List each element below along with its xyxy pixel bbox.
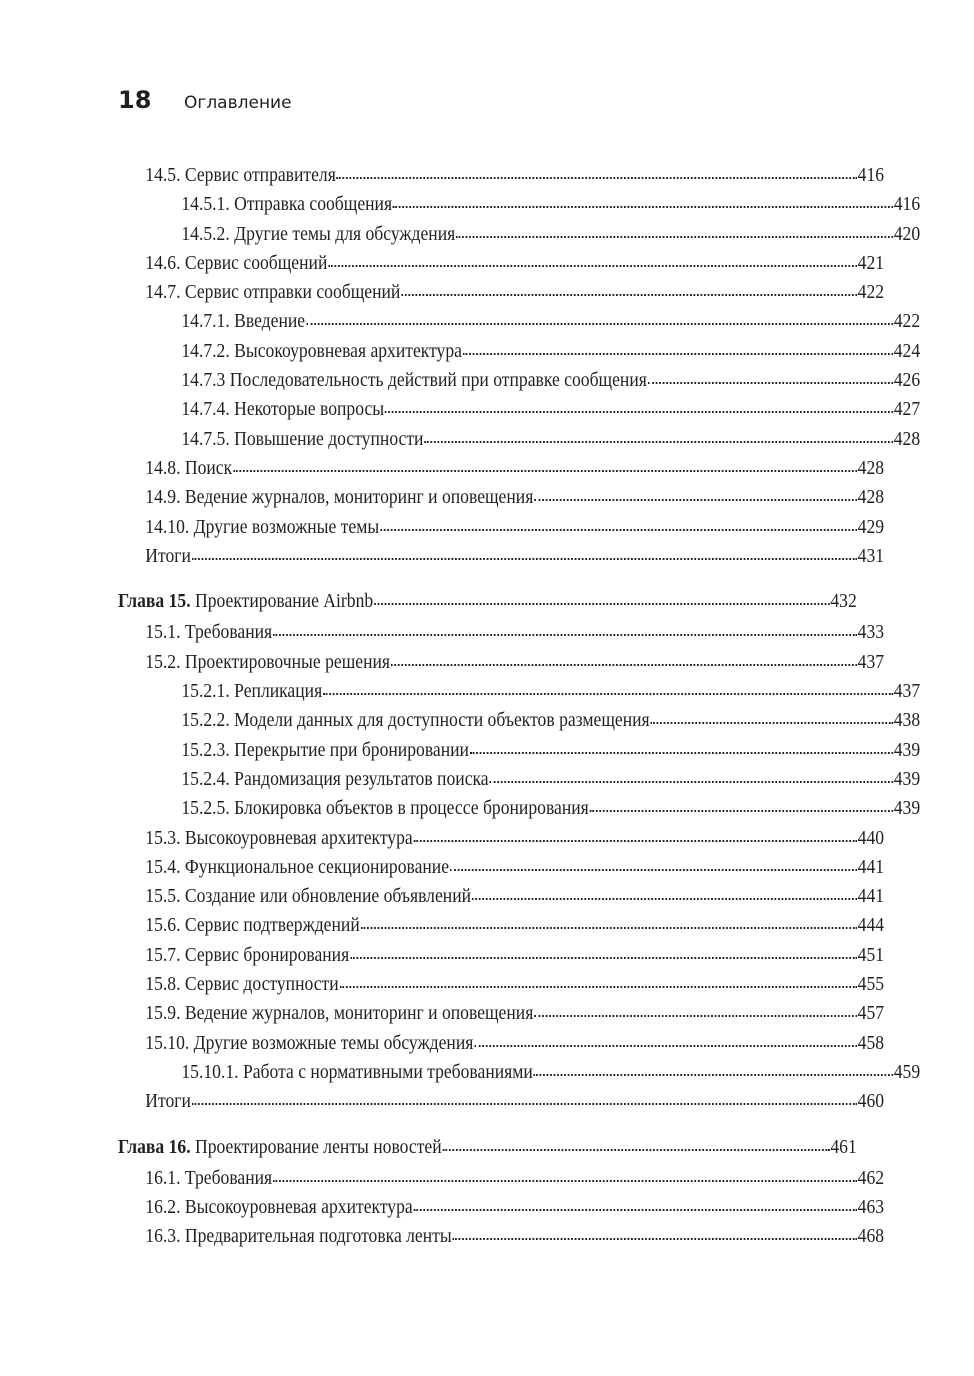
toc-entry-page: 428 — [857, 486, 885, 509]
toc-entry[interactable] — [118, 220, 920, 249]
toc-entry-page: 429 — [857, 515, 885, 538]
toc-entry-page: 424 — [893, 339, 921, 362]
toc-entry-page: 427 — [893, 398, 921, 421]
toc-entry-page: 420 — [893, 222, 921, 245]
dot-leader — [534, 999, 857, 1019]
toc-entry[interactable] — [118, 454, 884, 483]
toc-entry-title: 14.10. Другие возможные темы — [145, 515, 380, 538]
toc-entry-title: 15.3. Высокоуровневая архитектура — [145, 826, 413, 849]
toc-entry[interactable] — [118, 1164, 884, 1193]
toc-entry-page: 441 — [857, 855, 885, 878]
running-head — [118, 86, 292, 114]
toc-entry[interactable] — [118, 765, 920, 794]
toc-entry[interactable] — [118, 882, 884, 911]
toc-entry-title: 15.2.1. Репликация — [181, 680, 323, 703]
toc-entry-title: 15.4. Функциональное секционирование — [145, 855, 450, 878]
toc-entry-title: 14.5.2. Другие темы для обсуждения — [181, 222, 456, 245]
toc-entry[interactable] — [118, 1029, 884, 1058]
toc-entry-title: 15.10. Другие возможные темы обсуждения — [145, 1031, 474, 1054]
toc-entry-title: Итоги — [145, 1090, 191, 1113]
toc-entry[interactable] — [118, 706, 920, 735]
toc-entry[interactable] — [118, 941, 884, 970]
dot-leader — [323, 677, 893, 697]
toc-entry-page: 428 — [893, 427, 921, 450]
toc-entry-title: 14.7.2. Высокоуровневая архитектура — [181, 339, 462, 362]
toc-entry-page: 433 — [857, 621, 885, 644]
toc-entry-title: 14.7.1. Введение — [181, 310, 306, 333]
dot-leader — [192, 1087, 857, 1107]
dot-leader — [456, 220, 893, 240]
toc-entry-page: 441 — [857, 885, 885, 908]
toc-entry-page: 455 — [857, 973, 885, 996]
dot-leader — [380, 513, 857, 533]
dot-leader — [424, 425, 892, 445]
toc-entry-page: 416 — [857, 164, 885, 186]
dot-leader — [534, 1058, 893, 1078]
toc-entry-title: 14.5.1. Отправка сообщения — [181, 193, 393, 216]
dot-leader — [273, 618, 857, 638]
dot-leader — [450, 853, 857, 873]
toc-entry-page: 439 — [893, 767, 921, 790]
toc-entry-page: 457 — [857, 1002, 885, 1025]
dot-leader — [414, 824, 857, 844]
dot-leader — [192, 542, 857, 562]
toc-entry-page: 439 — [893, 738, 921, 761]
dot-leader — [391, 648, 857, 668]
toc-entry-page: 460 — [857, 1090, 885, 1113]
toc-chapter-entry[interactable] — [118, 587, 857, 616]
dot-leader — [393, 190, 893, 210]
toc-entry-title: 15.10.1. Работа с нормативными требованиями — [181, 1060, 533, 1083]
toc-entry[interactable] — [118, 794, 920, 823]
toc-entry[interactable] — [118, 824, 884, 853]
toc-entry-page: 459 — [893, 1060, 921, 1083]
toc-entry-title: 16.3. Предварительная подготовка ленты — [145, 1225, 452, 1248]
toc-entry-title: 14.7.3 Последовательность действий при отправке сообщения — [181, 369, 647, 392]
dot-leader — [337, 161, 857, 181]
toc-entry-page: 426 — [893, 369, 921, 392]
dot-leader — [472, 882, 857, 902]
dot-leader — [328, 249, 856, 269]
toc-entry-title: Итоги — [145, 544, 191, 567]
toc-entry-title: 15.6. Сервис подтверждений — [145, 914, 360, 937]
dot-leader — [443, 1133, 830, 1153]
toc-entry-title: 16.2. Высокоуровневая архитектура — [145, 1196, 413, 1219]
toc-entry[interactable] — [118, 542, 884, 571]
toc-entry-title: 14.7.5. Повышение доступности — [181, 427, 424, 450]
toc-entry-title: 15.2. Проектировочные решения — [145, 650, 391, 673]
toc-entry-title: 15.2.4. Рандомизация результатов поиска — [181, 767, 489, 790]
toc-entry-title: 14.8. Поиск — [145, 456, 233, 479]
dot-leader — [361, 911, 857, 931]
toc-entry-page: 461 — [830, 1135, 857, 1158]
toc-entry-page: 431 — [857, 544, 885, 567]
dot-leader — [350, 941, 857, 961]
toc-entry-title: 16.1. Требования — [145, 1166, 273, 1189]
toc-entry[interactable] — [118, 395, 920, 424]
toc-entry-page: 458 — [857, 1031, 885, 1054]
chapter-label: Глава 16. — [118, 1135, 191, 1158]
toc-entry-page: 451 — [857, 943, 885, 966]
toc-entry-page: 437 — [857, 650, 885, 673]
toc-entry-title: 15.2.3. Перекрытие при бронировании — [181, 738, 469, 761]
running-title: Оглавление — [184, 93, 292, 113]
dot-leader — [401, 278, 857, 298]
toc-entry-title: 15.5. Создание или обновление объявлений — [145, 885, 472, 908]
toc-entry-title: 15.9. Ведение журналов, мониторинг и оповещения — [145, 1002, 534, 1025]
dot-leader — [233, 454, 857, 474]
toc-entry[interactable] — [118, 1193, 884, 1222]
dot-leader — [273, 1164, 857, 1184]
toc-entry[interactable] — [118, 999, 884, 1028]
toc-entry-title: Проектирование Airbnb — [195, 590, 374, 613]
toc-entry[interactable] — [118, 911, 884, 940]
toc-entry[interactable] — [118, 483, 884, 512]
toc-entry-page: 421 — [857, 251, 885, 274]
toc-entry-title: 14.6. Сервис сообщений — [145, 251, 328, 274]
dot-leader — [385, 395, 893, 415]
toc-entry-page: 444 — [857, 914, 885, 937]
toc-entry[interactable] — [118, 1087, 884, 1116]
toc-entry-page: 462 — [857, 1166, 885, 1189]
toc-entry-title: 15.8. Сервис доступности — [145, 973, 339, 996]
toc-entry-page: 422 — [857, 281, 885, 304]
dot-leader — [534, 483, 857, 503]
toc-entry-page: 439 — [893, 797, 921, 820]
toc-entry[interactable] — [118, 618, 884, 647]
toc-entry-page: 432 — [830, 590, 857, 613]
toc-entry[interactable] — [118, 513, 884, 542]
dot-leader — [590, 794, 893, 814]
dot-leader — [306, 307, 893, 327]
toc-entry-title: Проектирование ленты новостей — [195, 1135, 442, 1158]
toc-entry-page: 440 — [857, 826, 885, 849]
dot-leader — [414, 1193, 857, 1213]
toc-entry-title: 15.7. Сервис бронирования — [145, 943, 350, 966]
dot-leader — [489, 765, 892, 785]
dot-leader — [651, 706, 893, 726]
toc-entry[interactable] — [118, 648, 884, 677]
toc-entry-page: 468 — [857, 1225, 885, 1248]
toc-entry[interactable] — [118, 249, 884, 278]
toc-entry[interactable] — [118, 736, 920, 765]
toc-entry-title: 15.2.5. Блокировка объектов в процессе бронирования — [181, 797, 589, 820]
toc-entry-title: 15.2.2. Модели данных для доступности объектов размещения — [181, 709, 650, 732]
toc-entry[interactable] — [118, 853, 884, 882]
toc-entry[interactable] — [118, 970, 884, 999]
dot-leader — [470, 736, 893, 756]
toc-entry-title: 15.1. Требования — [145, 621, 273, 644]
toc-entry-title: 14.7.4. Некоторые вопросы — [181, 398, 385, 421]
dot-leader — [463, 337, 893, 357]
toc-entry-page: 416 — [893, 193, 921, 216]
toc-entry[interactable] — [118, 337, 920, 366]
toc-entry-title: 14.7. Сервис отправки сообщений — [145, 281, 401, 304]
table-of-contents — [118, 161, 921, 1252]
toc-entry-title: 14.9. Ведение журналов, мониторинг и оповещения — [145, 486, 534, 509]
toc-entry-page: 437 — [893, 680, 921, 703]
dot-leader — [340, 970, 857, 990]
dot-leader — [474, 1029, 857, 1049]
toc-entry-page: 422 — [893, 310, 921, 333]
toc-entry[interactable] — [118, 366, 920, 395]
page-number: 18 — [118, 86, 152, 114]
chapter-label: Глава 15. — [118, 590, 191, 613]
dot-leader — [648, 366, 893, 386]
toc-entry-title: 14.5. Сервис отправителя — [145, 164, 336, 186]
dot-leader — [453, 1222, 857, 1242]
toc-entry[interactable] — [118, 1222, 884, 1251]
toc-entry[interactable] — [118, 161, 884, 190]
dot-leader — [374, 587, 829, 607]
toc-entry-page: 428 — [857, 456, 885, 479]
toc-entry[interactable] — [118, 278, 884, 307]
toc-entry-page: 463 — [857, 1196, 885, 1219]
toc-entry-page: 438 — [893, 709, 921, 732]
toc-entry[interactable] — [118, 425, 920, 454]
toc-entry[interactable] — [118, 190, 920, 219]
toc-entry[interactable] — [118, 307, 920, 336]
toc-entry[interactable] — [118, 1058, 920, 1087]
toc-entry[interactable] — [118, 677, 920, 706]
toc-chapter-entry[interactable] — [118, 1133, 857, 1162]
